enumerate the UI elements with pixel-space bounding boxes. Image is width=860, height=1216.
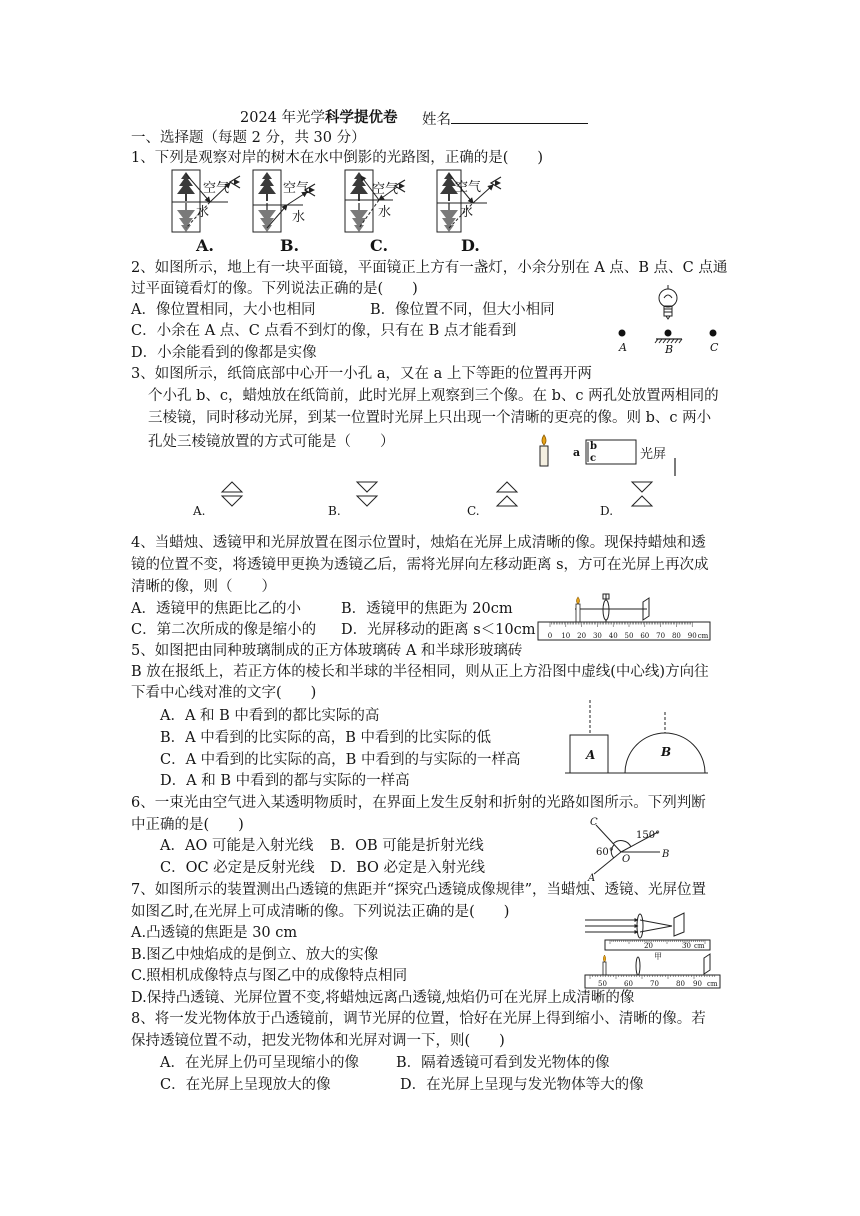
ruler-label: 10 <box>561 632 571 640</box>
question-7-option-c: C.照相机成像特点与图乙中的成像特点相同 <box>131 968 408 984</box>
prism-up-icon <box>632 496 652 506</box>
question-6-figure <box>580 812 675 882</box>
diagram-option-b <box>253 170 315 232</box>
question-4-option-d: D．光屏移动的距离 s＜10cm <box>341 622 536 638</box>
hole-c-label: c <box>590 453 597 464</box>
question-3-option-b-label: B. <box>328 504 341 518</box>
question-5-option-c: C．A 中看到的比实际的高，B 中看到的与实际的一样高 <box>160 752 521 768</box>
question-5-figure <box>560 698 710 778</box>
question-3-stem-line-1: 3、如图所示，纸筒底部中心开一小孔 a，又在 a 上下等距的位置再开两 <box>131 366 592 382</box>
question-3-option-c-label: C. <box>467 504 480 518</box>
convex-lens <box>636 957 640 975</box>
question-4-stem-line-1: 4、当蜡烛、透镜甲和光屏放置在图示位置时，烛焰在光屏上成清晰的像。现保持蜡烛和透 <box>131 535 706 551</box>
refracted-ray <box>640 926 672 932</box>
label-air: 空气 <box>372 182 399 197</box>
light-bulb-icon <box>659 285 677 319</box>
ruler-label: 90 <box>687 632 697 640</box>
question-2-stem-line-2: 过平面镜看灯的像。下列说法正确的是( ) <box>131 281 418 297</box>
question-3-figure <box>530 432 685 482</box>
title-prefix: 2024 年光学 <box>240 110 326 126</box>
ruler-label: 30 <box>682 942 691 950</box>
question-2-option-a: A．像位置相同，大小也相同 <box>131 302 316 318</box>
section-title: 一、选择题（每题 2 分，共 30 分） <box>131 130 366 146</box>
ruler-label: 60 <box>624 980 633 988</box>
point-a-label: A <box>619 341 627 354</box>
point-o-label: O <box>622 854 631 865</box>
question-7-stem-line-2: 如图乙时,在光屏上可成清晰的像。下列说法正确的是( ) <box>131 904 510 920</box>
name-label: 姓名 <box>422 112 451 128</box>
question-4-figure <box>535 592 715 644</box>
title-bold: 科学提优卷 <box>325 109 398 126</box>
ruler-label: 60 <box>640 632 650 640</box>
question-6-option-b: B．OB 可能是折射光线 <box>330 838 484 854</box>
ruler-label: 40 <box>608 632 618 640</box>
point-a-dot <box>619 330 626 337</box>
question-8-option-c: C．在光屏上呈现放大的像 <box>160 1077 331 1093</box>
label-water: 水 <box>460 205 474 220</box>
prism-down-icon <box>357 496 377 506</box>
question-4-stem-line-3: 清晰的像，则（ ） <box>131 579 276 595</box>
cube-label: A <box>586 748 596 762</box>
question-6-stem-line-1: 6、一束光由空气进入某透明物质时，在界面上发生反射和折射的光路如图所示。下列判断 <box>131 795 706 811</box>
question-1-option-d-label: D. <box>461 236 480 255</box>
prism-option-c <box>497 482 517 506</box>
ruler-label: 20 <box>644 942 653 950</box>
ruler-unit-label: cm <box>707 980 718 988</box>
question-7-option-a: A.凸透镜的焦距是 30 cm <box>131 925 298 941</box>
paper-title <box>240 108 398 128</box>
hole-b-label: b <box>590 441 597 452</box>
prism-up-icon <box>497 496 517 506</box>
label-water: 水 <box>292 210 306 225</box>
question-5-stem-line-2: B 放在报纸上，若正方体的棱长和半球的半径相同，则从正上方沿图中虚线(中心线)方向往 <box>131 664 709 680</box>
prism-down-icon <box>357 482 377 492</box>
question-2-option-b: B．像位置不同，但大小相同 <box>370 302 555 318</box>
question-8-stem-line-2: 保持透镜位置不动，把发光物体和光屏对调一下，则( ) <box>131 1033 505 1049</box>
question-1-option-c-label: C. <box>370 236 389 255</box>
screen-label: 光屏 <box>640 447 667 462</box>
question-8-option-a: A．在光屏上仍可呈现缩小的像 <box>160 1055 359 1071</box>
label-air: 空气 <box>283 181 310 196</box>
candle-icon <box>576 597 580 622</box>
prism-option-d <box>632 482 652 506</box>
question-6-stem-line-2: 中正确的是( ) <box>131 817 244 833</box>
question-2-stem-line-1: 2、如图所示，地上有一块平面镜，平面镜正上方有一盏灯，小余分别在 A 点、B 点、C 点通 <box>131 260 728 276</box>
point-c-label: C <box>710 341 719 354</box>
ruler-label: 80 <box>676 980 685 988</box>
prism-up-icon <box>497 482 517 492</box>
ruler-unit-label: cm <box>697 632 709 640</box>
diagram-option-d <box>437 170 501 232</box>
label-water: 水 <box>196 205 210 220</box>
point-b-label: B <box>665 343 674 356</box>
diagram-option-c <box>345 170 405 232</box>
ruler-unit-label: cm <box>694 942 705 950</box>
tree-icon <box>258 172 276 232</box>
eye-icon <box>491 177 501 189</box>
prism-option-b <box>357 482 377 506</box>
ruler-label: 70 <box>650 980 659 988</box>
figure-jia-label: 甲 <box>654 952 662 961</box>
angle-60-label: 60° <box>596 847 614 858</box>
eye-icon <box>230 176 240 188</box>
ruler-label: 90 <box>693 980 702 988</box>
point-c-dot <box>710 330 717 337</box>
question-1-stem: 1、下列是观察对岸的树木在水中倒影的光路图，正确的是( ) <box>131 150 544 166</box>
ruler-label: 30 <box>592 632 602 640</box>
question-1-figure <box>165 165 525 237</box>
prism-down-icon <box>632 482 652 492</box>
question-3-options-figure <box>215 477 665 512</box>
question-6-option-d: D．BO 必定是入射光线 <box>330 860 486 876</box>
prism-down-icon <box>222 496 242 506</box>
figure-jia <box>585 913 710 961</box>
light-screen <box>704 954 710 974</box>
point-a-label: A <box>588 873 596 884</box>
question-1-option-a-label: A. <box>196 236 214 255</box>
point-b-dot <box>665 330 672 337</box>
question-3-stem-line-3: 三棱镜，同时移动光屏，到某一位置时光屏上只出现一个清晰的更亮的像。则 b、c 两小 <box>148 410 712 426</box>
question-5-option-b: B．A 中看到的比实际的高，B 中看到的比实际的低 <box>160 730 491 746</box>
ruler-label: 70 <box>656 632 666 640</box>
candle-icon <box>603 955 606 975</box>
label-water: 水 <box>378 205 392 220</box>
figure-yi <box>585 954 720 988</box>
question-4-option-c: C．第二次所成的像是缩小的 <box>131 622 317 638</box>
question-5-stem-line-1: 5、如图把由同种玻璃制成的正方体玻璃砖 A 和半球形玻璃砖 <box>131 643 523 659</box>
ruler-label: 20 <box>577 632 587 640</box>
question-7-figure <box>580 908 722 996</box>
angle-150-label: 150° <box>636 830 661 841</box>
point-b-label: B <box>662 849 670 860</box>
question-7-option-b: B.图乙中烛焰成的是倒立、放大的实像 <box>131 947 379 963</box>
ruler-label: 80 <box>671 632 681 640</box>
ruler-label: 50 <box>624 632 634 640</box>
question-2-figure <box>610 283 725 358</box>
hole-a-label: a <box>573 446 581 459</box>
question-8-option-d: D．在光屏上呈现与发光物体等大的像 <box>400 1077 644 1093</box>
refracted-ray <box>640 920 672 926</box>
label-air: 空气 <box>455 180 482 195</box>
light-screen <box>674 913 684 936</box>
question-6-option-c: C．OC 必定是反射光线 <box>160 860 315 876</box>
candle-icon <box>540 435 548 466</box>
ruler-label: 0 <box>547 632 553 640</box>
question-7-option-d: D.保持凸透镜、光屏位置不变,将蜡烛远离凸透镜,烛焰仍可在光屏上成清晰的像 <box>131 990 635 1006</box>
ruler-label: 50 <box>598 980 607 988</box>
question-3-stem-line-4: 孔处三棱镜放置的方式可能是（ ） <box>148 434 395 450</box>
point-c-label: C <box>590 817 598 828</box>
prism-option-a <box>222 482 242 506</box>
label-air: 空气 <box>203 181 230 196</box>
question-3-option-d-label: D. <box>600 504 614 518</box>
hemisphere-label: B <box>661 745 672 759</box>
prism-up-icon <box>222 482 242 492</box>
ruler-ticks <box>550 622 692 627</box>
diagram-option-a <box>172 170 240 232</box>
question-4-option-b: B．透镜甲的焦距为 20cm <box>341 601 513 617</box>
question-2-option-d: D．小余能看到的像都是实像 <box>131 345 317 361</box>
lens-jia <box>603 594 609 622</box>
question-5-stem-line-3: 下看中心线对准的文字( ) <box>131 685 317 701</box>
question-5-option-a: A．A 和 B 中看到的都比实际的高 <box>160 708 380 724</box>
question-5-option-d: D．A 和 B 中看到的都与实际的一样高 <box>160 773 410 789</box>
question-3-option-a-label: A. <box>193 504 206 518</box>
question-2-option-c: C．小余在 A 点、C 点看不到灯的像，只有在 B 点才能看到 <box>131 323 517 339</box>
question-6-option-a: A．AO 可能是入射光线 <box>160 838 314 854</box>
question-3-stem-line-2: 个小孔 b、c，蜡烛放在纸筒前，此时光屏上观察到三个像。在 b、c 两孔处放置两相同的 <box>148 388 719 404</box>
question-4-option-a: A．透镜甲的焦距比乙的小 <box>131 601 301 617</box>
name-field <box>422 108 588 128</box>
question-4-stem-line-2: 镜的位置不变，将透镜甲更换为透镜乙后，需将光屏向左移动距离 s，方可在光屏上再次成 <box>131 557 709 573</box>
question-7-stem-line-1: 7、如图所示的装置测出凸透镜的焦距并“探究凸透镜成像规律”，当蜡烛、透镜、光屏位置 <box>131 882 707 898</box>
name-blank-line <box>451 108 588 124</box>
question-1-option-b-label: B. <box>280 236 300 255</box>
question-8-option-b: B．隔着透镜可看到发光物体的像 <box>396 1055 610 1071</box>
question-8-stem-line-1: 8、将一发光物体放于凸透镜前，调节光屏的位置，恰好在光屏上得到缩小、清晰的像。若 <box>131 1011 706 1027</box>
